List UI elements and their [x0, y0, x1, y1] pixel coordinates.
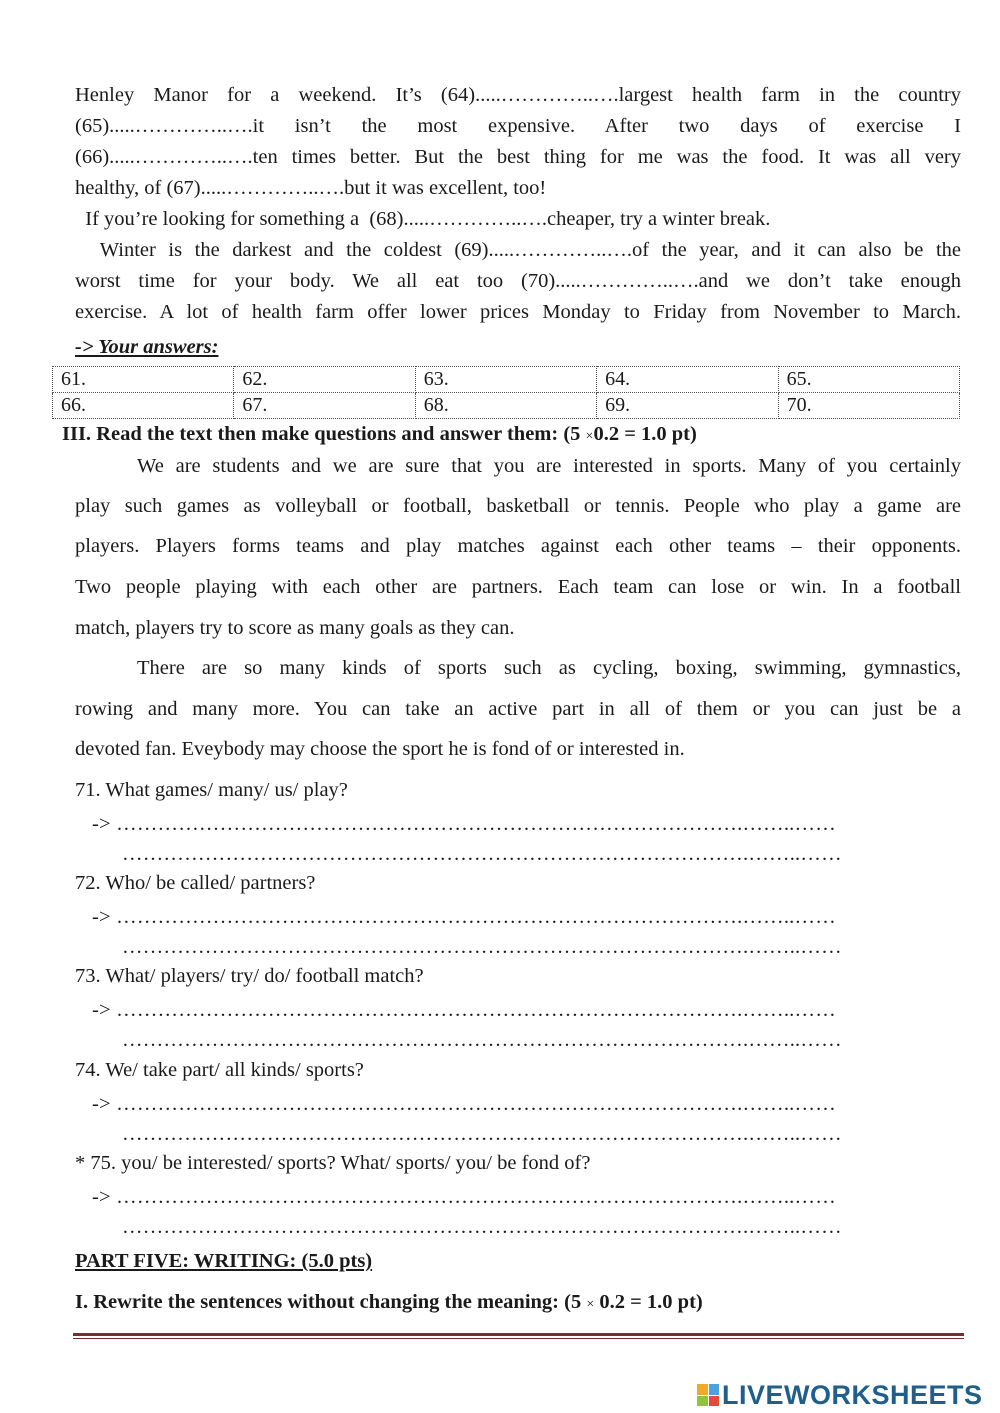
- answer-table: [52, 366, 960, 419]
- passage-line-6: Winter is the darkest and the coldest (69).....…………..….of the year, and it can also be the: [75, 239, 961, 261]
- reading-line-7: rowing and many more. You can take an active part in all of them or you can just be a: [75, 698, 961, 720]
- reading-line-5: match, players try to score as many goals as they can.: [75, 617, 515, 639]
- part-five-heading: PART FIVE: WRITING: (5.0 pts): [75, 1250, 373, 1272]
- logo-square: [709, 1384, 720, 1395]
- passage-line-2: (65).....…………..….it isn’t the most expensive. After two days of exercise I: [75, 115, 961, 137]
- passage-line-5: If you’re looking for something a (68).....…………..….cheaper, try a winter break.: [75, 208, 771, 230]
- answer-line-71a[interactable]: -> ……………………………………………………………………………….……..……: [92, 813, 836, 835]
- answer-line-73b[interactable]: ……………………………………………………………………………….……..……: [122, 1029, 842, 1051]
- rewrite-heading: [75, 1291, 703, 1314]
- answer-line-74a[interactable]: -> ……………………………………………………………………………….……..……: [92, 1093, 836, 1115]
- section-3-heading-text: III. Read the text then make questions and answer them: (5: [62, 423, 586, 445]
- reading-line-4: Two people playing with each other are partners. Each team can lose or win. In a football: [75, 576, 961, 598]
- logo-square: [709, 1396, 720, 1407]
- table-row: [53, 393, 960, 419]
- answer-line-75a[interactable]: -> ……………………………………………………………………………….……..……: [92, 1186, 836, 1208]
- rewrite-heading-score: 0.2 = 1.0 pt): [594, 1291, 703, 1313]
- answer-cell-70[interactable]: 70.: [778, 393, 959, 419]
- reading-line-1: We are students and we are sure that you are interested in sports. Many of you certainly: [137, 455, 961, 477]
- answer-line-71b[interactable]: ……………………………………………………………………………….……..……: [122, 843, 842, 865]
- logo-grid-icon: [697, 1384, 719, 1406]
- question-72: 72. Who/ be called/ partners?: [75, 872, 316, 894]
- section-3-heading: [62, 423, 697, 446]
- question-75: * 75. you/ be interested/ sports? What/ sports/ you/ be fond of?: [75, 1152, 591, 1174]
- reading-line-8: devoted fan. Eveybody may choose the sport he is fond of or interested in.: [75, 738, 685, 760]
- answer-cell-64[interactable]: 64.: [597, 367, 778, 393]
- logo-square: [697, 1396, 708, 1407]
- times-symbol: ×: [586, 1297, 595, 1312]
- answer-line-73a[interactable]: -> ……………………………………………………………………………….……..……: [92, 999, 836, 1021]
- passage-line-7: worst time for your body. We all eat too (70).....…………..….and we don’t take enough: [75, 270, 961, 292]
- rewrite-heading-text: I. Rewrite the sentences without changing the meaning: (5: [75, 1291, 587, 1313]
- section-3-heading-score: 0.2 = 1.0 pt): [593, 423, 697, 445]
- passage-line-3: (66).....…………..….ten times better. But the best thing for me was the food. It was all very: [75, 146, 961, 168]
- reading-line-3: players. Players forms teams and play matches against each other teams – their opponents.: [75, 535, 961, 557]
- answer-cell-66[interactable]: 66.: [53, 393, 234, 419]
- page-divider-thin: [73, 1338, 964, 1339]
- answer-cell-61[interactable]: 61.: [53, 367, 234, 393]
- page-divider: [73, 1333, 964, 1336]
- answer-cell-68[interactable]: 68.: [415, 393, 596, 419]
- passage-line-8: exercise. A lot of health farm offer lower prices Monday to Friday from November to March.: [75, 301, 961, 323]
- times-symbol: ×: [585, 429, 594, 444]
- answer-cell-62[interactable]: 62.: [234, 367, 415, 393]
- logo-text: LIVEWORKSHEETS: [722, 1379, 983, 1410]
- answer-line-74b[interactable]: ……………………………………………………………………………….……..……: [122, 1123, 842, 1145]
- reading-line-6: There are so many kinds of sports such as cycling, boxing, swimming, gymnastics,: [137, 657, 961, 679]
- answer-cell-65[interactable]: 65.: [778, 367, 959, 393]
- answer-cell-67[interactable]: 67.: [234, 393, 415, 419]
- reading-line-2: play such games as volleyball or football, basketball or tennis. People who play a game are: [75, 495, 961, 517]
- answer-line-72b[interactable]: ……………………………………………………………………………….……..……: [122, 936, 842, 958]
- answer-line-72a[interactable]: -> ……………………………………………………………………………….……..……: [92, 906, 836, 928]
- question-74: 74. We/ take part/ all kinds/ sports?: [75, 1059, 364, 1081]
- answer-cell-63[interactable]: 63.: [415, 367, 596, 393]
- question-71: 71. What games/ many/ us/ play?: [75, 779, 348, 801]
- table-row: [53, 367, 960, 393]
- question-73: 73. What/ players/ try/ do/ football match?: [75, 965, 424, 987]
- passage-line-1: Henley Manor for a weekend. It’s (64).....…………..….largest health farm in the country: [75, 84, 961, 106]
- answer-cell-69[interactable]: 69.: [597, 393, 778, 419]
- your-answers-label: -> Your answers:: [75, 336, 219, 358]
- passage-line-4: healthy, of (67).....…………..….but it was excellent, too!: [75, 177, 547, 199]
- liveworksheets-logo: [697, 1378, 983, 1412]
- answer-line-75b[interactable]: ……………………………………………………………………………….……..……: [122, 1216, 842, 1238]
- logo-square: [697, 1384, 708, 1395]
